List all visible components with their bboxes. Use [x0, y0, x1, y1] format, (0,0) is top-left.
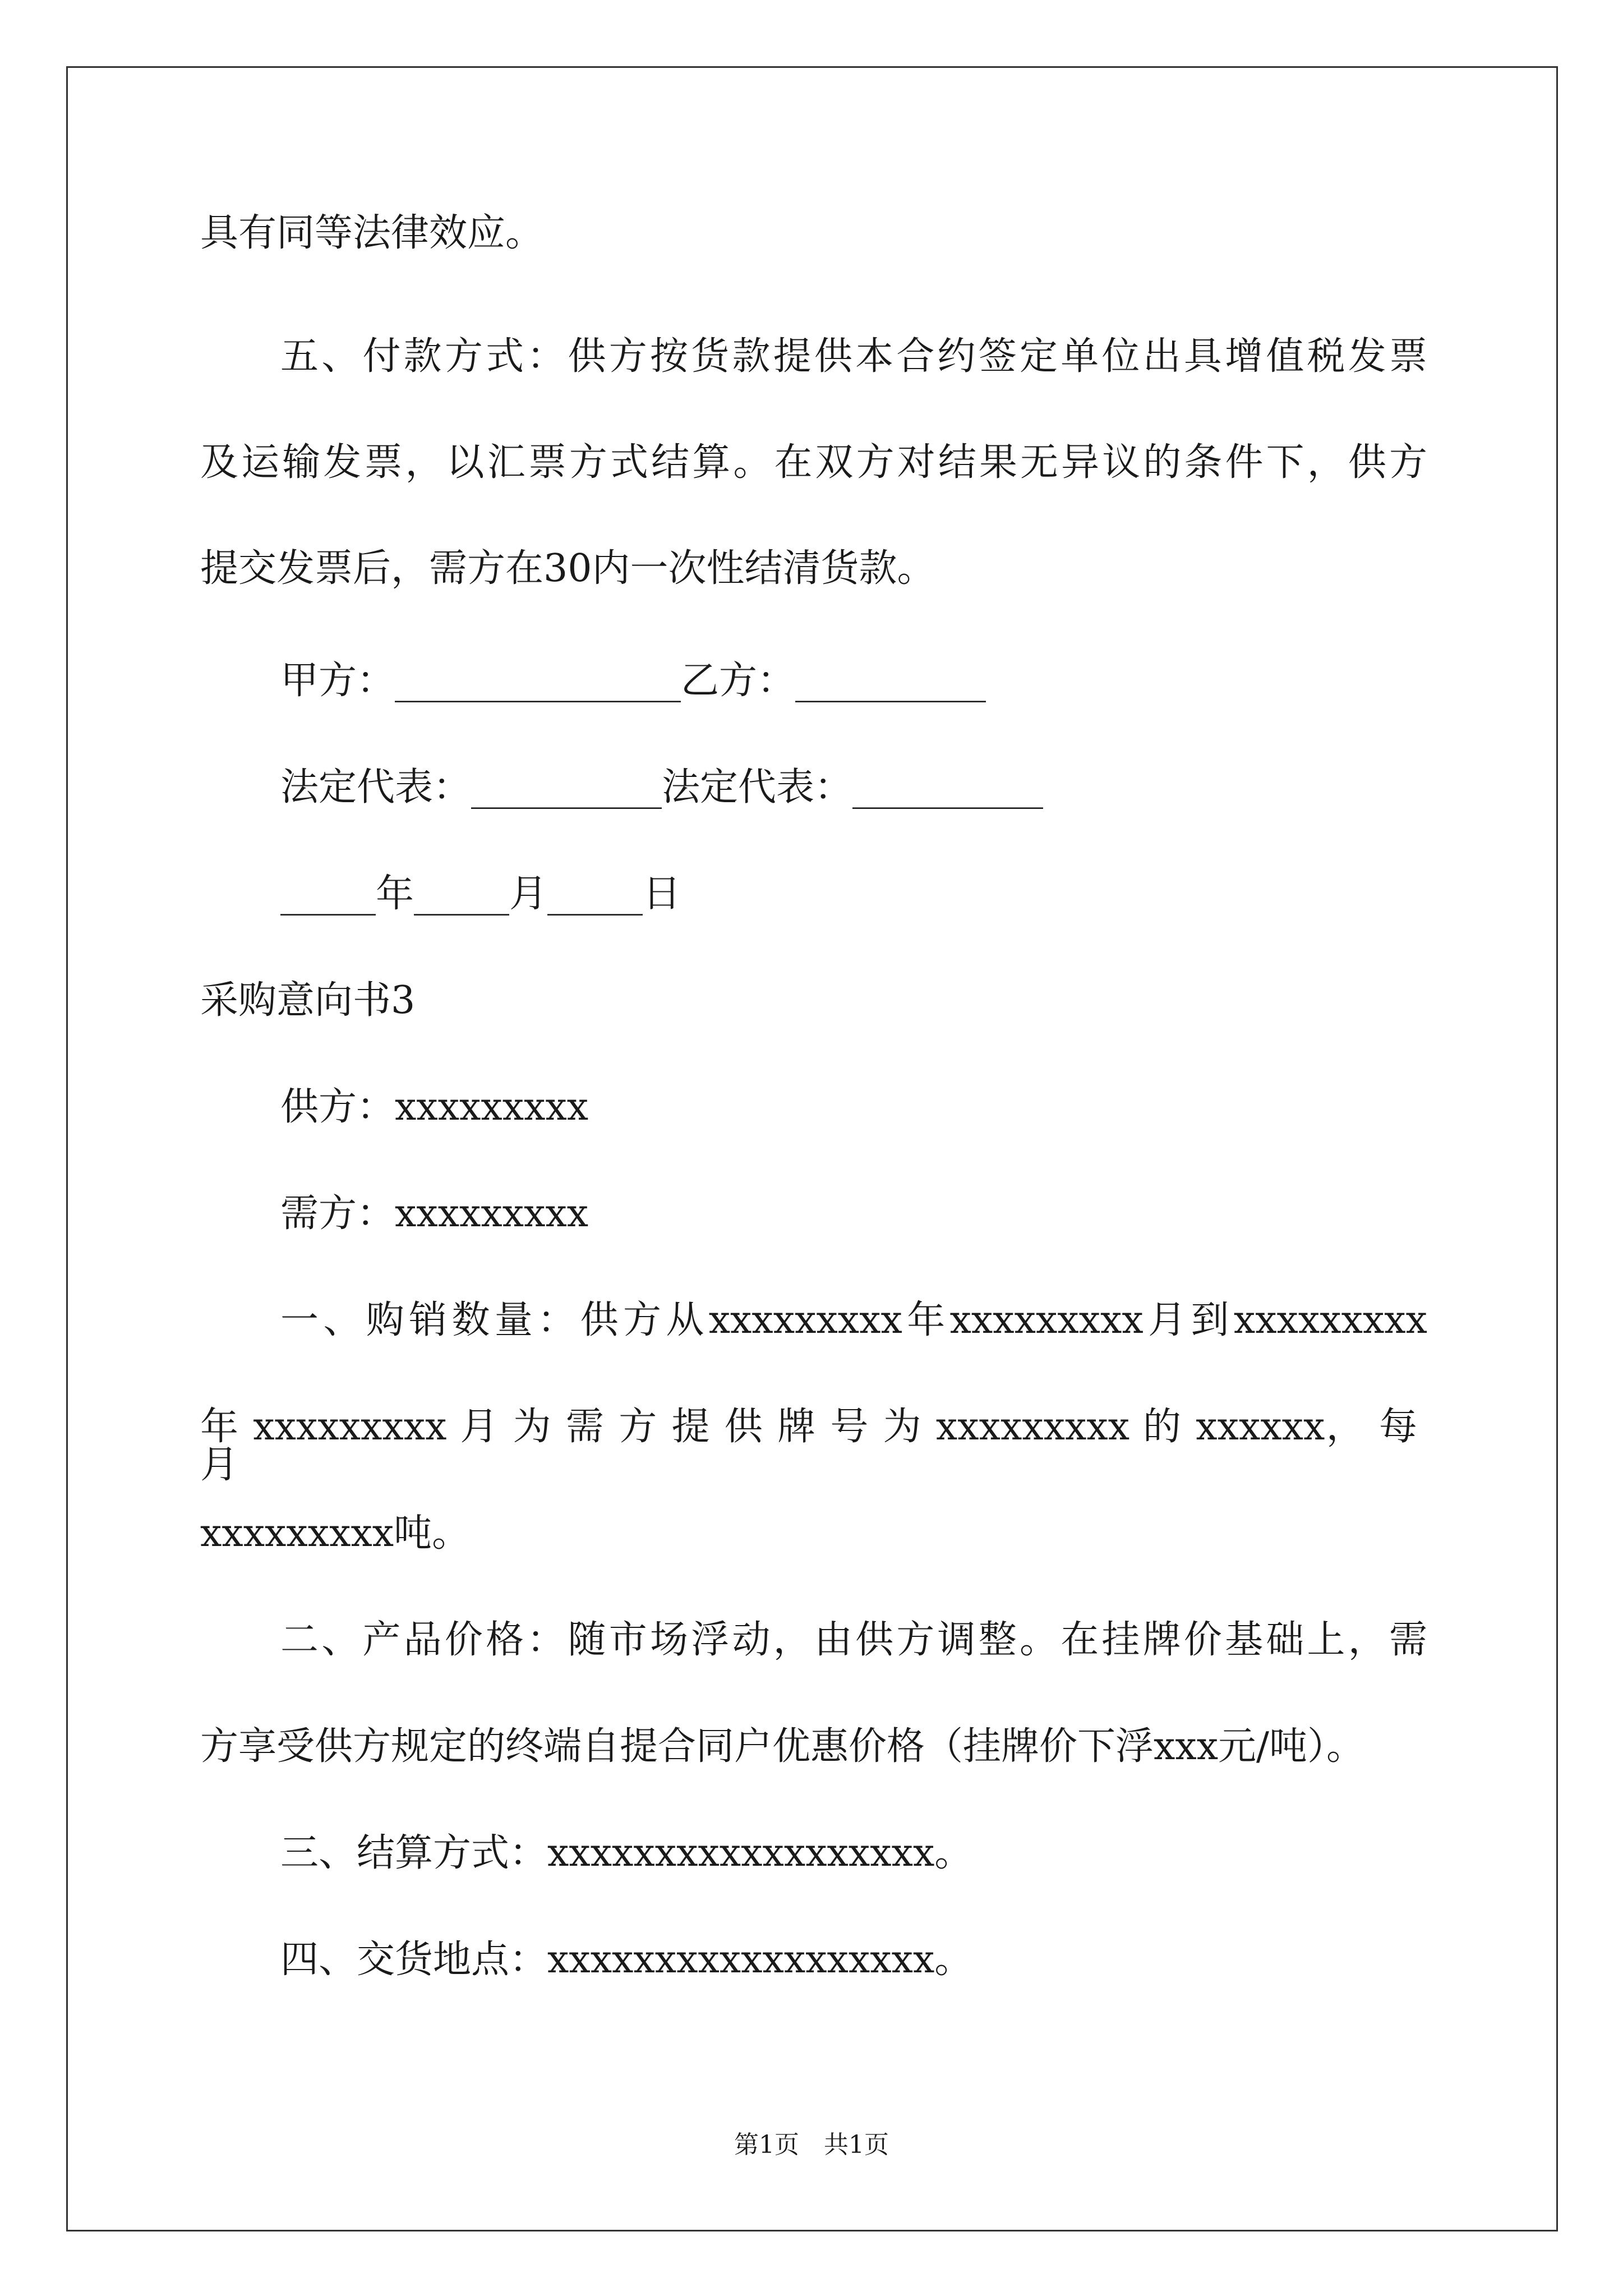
- text-line-price: 二、产品价格：随市场浮动，由供方调整。在挂牌价基础上，需: [280, 1618, 1427, 1662]
- text-line-delivery: 四、交货地点：xxxxxxxxxxxxxxxxxx。: [280, 1938, 973, 1982]
- text-line-validity: 具有同等法律效应。: [200, 211, 544, 255]
- text-line-price-cont: 方享受供方规定的终端自提合同户优惠价格（挂牌价下浮xxx元/吨）。: [200, 1724, 1364, 1769]
- text-line-quantity-cont-2: xxxxxxxxx吨。: [200, 1511, 471, 1556]
- signature-representative-line: 法定代表：__________法定代表：__________: [280, 765, 1044, 809]
- text-line-payment-cont-2: 提交发票后，需方在30内一次性结清货款。: [200, 546, 935, 591]
- section-heading: 采购意向书3: [200, 978, 416, 1023]
- text-line-quantity: 一、购销数量：供方从xxxxxxxxx年xxxxxxxxx月到xxxxxxxxx: [280, 1298, 1427, 1342]
- page-border: [66, 66, 1558, 2231]
- text-line-supplier: 供方：xxxxxxxxx: [280, 1085, 589, 1129]
- signature-date-line: _____年_____月_____日: [280, 872, 681, 916]
- text-line-settlement: 三、结算方式：xxxxxxxxxxxxxxxxxx。: [280, 1831, 973, 1875]
- text-line-buyer: 需方：xxxxxxxxx: [280, 1191, 589, 1236]
- text-line-payment-method: 五、付款方式：供方按货款提供本合约签定单位出具增值税发票: [280, 334, 1427, 379]
- signature-party-line: 甲方：_______________乙方：__________: [280, 659, 986, 703]
- text-line-quantity-cont-1: 年 xxxxxxxxx 月 为 需 方 提 供 牌 号 为 xxxxxxxxx 的 xxxxxx， 每 月: [200, 1405, 1417, 1487]
- text-line-payment-cont-1: 及运输发票，以汇票方式结算。在双方对结果无异议的条件下，供方: [200, 440, 1427, 485]
- page-number: 第1页 共1页: [734, 2131, 889, 2159]
